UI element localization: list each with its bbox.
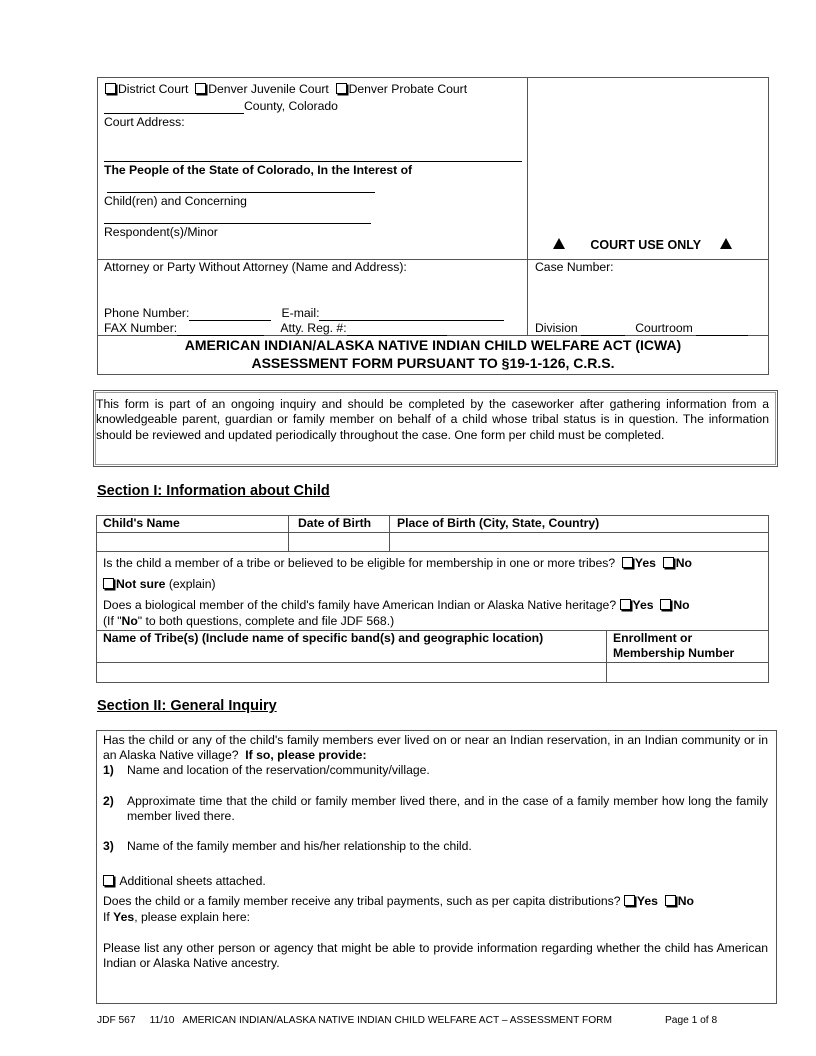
court-address-field[interactable]	[104, 161, 522, 162]
section2-title: Section II: General Inquiry	[97, 698, 277, 714]
case-number-label: Case Number:	[535, 260, 614, 274]
triangle-up-icon	[720, 238, 732, 249]
denver-probate-label: Denver Probate Court	[348, 82, 468, 96]
item-1-num: 1)	[103, 763, 114, 777]
heritage-question	[103, 598, 690, 613]
col-dob: Date of Birth	[298, 516, 372, 530]
form-title-line1: AMERICAN INDIAN/ALASKA NATIVE INDIAN CHILD WELFARE ACT (ICWA)	[184, 337, 682, 353]
email-field[interactable]	[319, 310, 504, 321]
email-label: E-mail:	[281, 306, 320, 320]
district-court-checkbox[interactable]	[105, 83, 116, 94]
division-label: Division	[535, 321, 578, 335]
inquiry-item-2	[103, 794, 768, 824]
attorney-label: Attorney or Party Without Attorney (Name and Address):	[104, 260, 407, 274]
payments-no-label: No	[677, 894, 694, 908]
footer-date: 11/10	[149, 1015, 175, 1026]
footer-form-id: JDF 567	[97, 1015, 136, 1026]
item-1-text: Name and location of the reservation/community/village.	[127, 763, 430, 777]
enrollment-cell[interactable]	[607, 663, 768, 682]
fax-field[interactable]	[177, 325, 264, 336]
payments-question	[103, 894, 694, 909]
division-line	[535, 321, 748, 336]
q2-no-checkbox[interactable]	[660, 599, 671, 610]
q2-no-label: No	[673, 598, 690, 612]
q2-note-pre: (If "	[103, 614, 122, 628]
membership-question	[103, 556, 692, 571]
division-field[interactable]	[581, 325, 625, 336]
q2-note	[103, 614, 394, 629]
form-title-line2: ASSESSMENT FORM PURSUANT TO §19-1-126, C.R.S.	[251, 355, 615, 371]
q1-no-checkbox[interactable]	[663, 557, 674, 568]
inquiry-item-3	[103, 839, 768, 854]
phone-field[interactable]	[189, 310, 271, 321]
if-yes-pre: If	[103, 910, 114, 924]
q1-yes-label: Yes	[634, 556, 656, 570]
phone-label: Phone Number:	[104, 306, 190, 320]
denver-juvenile-checkbox[interactable]	[195, 83, 206, 94]
denver-probate-checkbox[interactable]	[336, 83, 347, 94]
q2-yes-checkbox[interactable]	[620, 599, 631, 610]
additional-sheets	[103, 874, 266, 889]
col-tribe: Name of Tribe(s) (Include name of specific band(s) and geographic location)	[103, 631, 544, 645]
fax-label: FAX Number:	[104, 321, 178, 335]
item-2-text: Approximate time that the child or family member lived there, and in the case of a family member how long the family member lived there.	[127, 794, 768, 823]
item-3-num: 3)	[103, 839, 114, 853]
if-yes-post: , please explain here:	[134, 910, 251, 924]
denver-juvenile-label: Denver Juvenile Court	[208, 82, 329, 96]
people-line: The People of the State of Colorado, In the Interest of	[104, 163, 413, 177]
payments-yes-label: Yes	[636, 894, 658, 908]
child-name-cell[interactable]	[97, 533, 287, 550]
additional-sheets-checkbox[interactable]	[103, 875, 114, 886]
q2-yes-label: Yes	[632, 598, 654, 612]
county-suffix: County, Colorado	[244, 99, 338, 113]
phone-email-line	[104, 306, 504, 321]
explain-label: (explain)	[168, 577, 216, 591]
inquiry-item-1	[103, 763, 768, 778]
courtroom-label: Courtroom	[635, 321, 693, 335]
county-field[interactable]	[104, 101, 244, 114]
child-name-field[interactable]	[107, 192, 375, 193]
q1-yes-checkbox[interactable]	[622, 557, 633, 568]
intro-text: This form is part of an ongoing inquiry and should be completed by the caseworker after gathering information from a knowledgeable parent, guardian or family member on behalf of a child whose tribal status is in question. The information should be reviewed and updated periodically throughout the case. One form per child must be completed.	[96, 397, 769, 442]
footer-title: AMERICAN INDIAN/ALASKA NATIVE INDIAN CHILD WELFARE ACT – ASSESSMENT FORM	[182, 1015, 613, 1026]
court-options	[105, 82, 467, 97]
item-3-text: Name of the family member and his/her relationship to the child.	[127, 839, 472, 853]
atty-reg-label: Atty. Reg. #:	[280, 321, 347, 335]
q2-note-post: " to both questions, complete and file JDF 568.)	[137, 614, 395, 628]
q1-text: Is the child a member of a tribe or believed to be eligible for membership in one or more tribes?	[103, 556, 616, 570]
col-enroll-2: Membership Number	[613, 646, 735, 660]
col-enroll-1: Enrollment or	[613, 631, 693, 645]
not-sure-label: Not sure	[116, 577, 166, 591]
q2-note-no: No	[121, 614, 138, 628]
q2-text: Does a biological member of the child's family have American Indian or Alaska Native heritage?	[103, 598, 617, 612]
if-yes-bold: Yes	[113, 910, 135, 924]
q1-no-label: No	[675, 556, 692, 570]
q-intro-text: Has the child or any of the child's family members ever lived on or near an Indian reservation, in an Indian community or in an Alaska Native village?	[103, 733, 768, 762]
courtroom-field[interactable]	[696, 325, 748, 336]
if-yes-line	[103, 910, 250, 925]
q1-not-sure-checkbox[interactable]	[103, 578, 114, 589]
payments-yes-checkbox[interactable]	[624, 895, 635, 906]
general-inquiry-question	[103, 733, 768, 763]
q-intro-bold: If so, please provide:	[245, 748, 367, 762]
not-sure-line	[103, 577, 216, 592]
section1-title: Section I: Information about Child	[97, 483, 330, 499]
dob-cell[interactable]	[289, 533, 388, 550]
respondent-label: Respondent(s)/Minor	[104, 225, 218, 239]
court-use-only	[553, 238, 732, 254]
court-use-only-label: COURT USE ONLY	[590, 238, 702, 252]
payments-text: Does the child or a family member receive any tribal payments, such as per capita distributions?	[103, 894, 621, 908]
col-pob: Place of Birth (City, State, Country)	[397, 516, 600, 530]
fax-line	[104, 321, 447, 336]
district-court-label: District Court	[118, 82, 189, 96]
footer	[97, 1015, 612, 1028]
payments-no-checkbox[interactable]	[665, 895, 676, 906]
item-2-num: 2)	[103, 794, 114, 808]
pob-cell[interactable]	[390, 533, 768, 550]
respondent-field[interactable]	[104, 223, 371, 224]
caption-divider	[527, 77, 528, 335]
row-line	[96, 551, 769, 552]
footer-page: Page 1 of 8	[665, 1015, 718, 1026]
col-child-name: Child's Name	[103, 516, 180, 530]
tribe-cell[interactable]	[97, 663, 605, 682]
atty-reg-field[interactable]	[347, 325, 447, 336]
other-person-text: Please list any other person or agency that might be able to provide information regarding whether the child has American Indian or Alaska Native ancestry.	[103, 941, 768, 970]
court-address-label: Court Address:	[104, 115, 185, 129]
additional-sheets-label: Additional sheets attached.	[119, 874, 266, 888]
triangle-up-icon	[553, 238, 565, 249]
children-label: Child(ren) and Concerning	[104, 194, 247, 208]
county-line	[104, 99, 338, 114]
